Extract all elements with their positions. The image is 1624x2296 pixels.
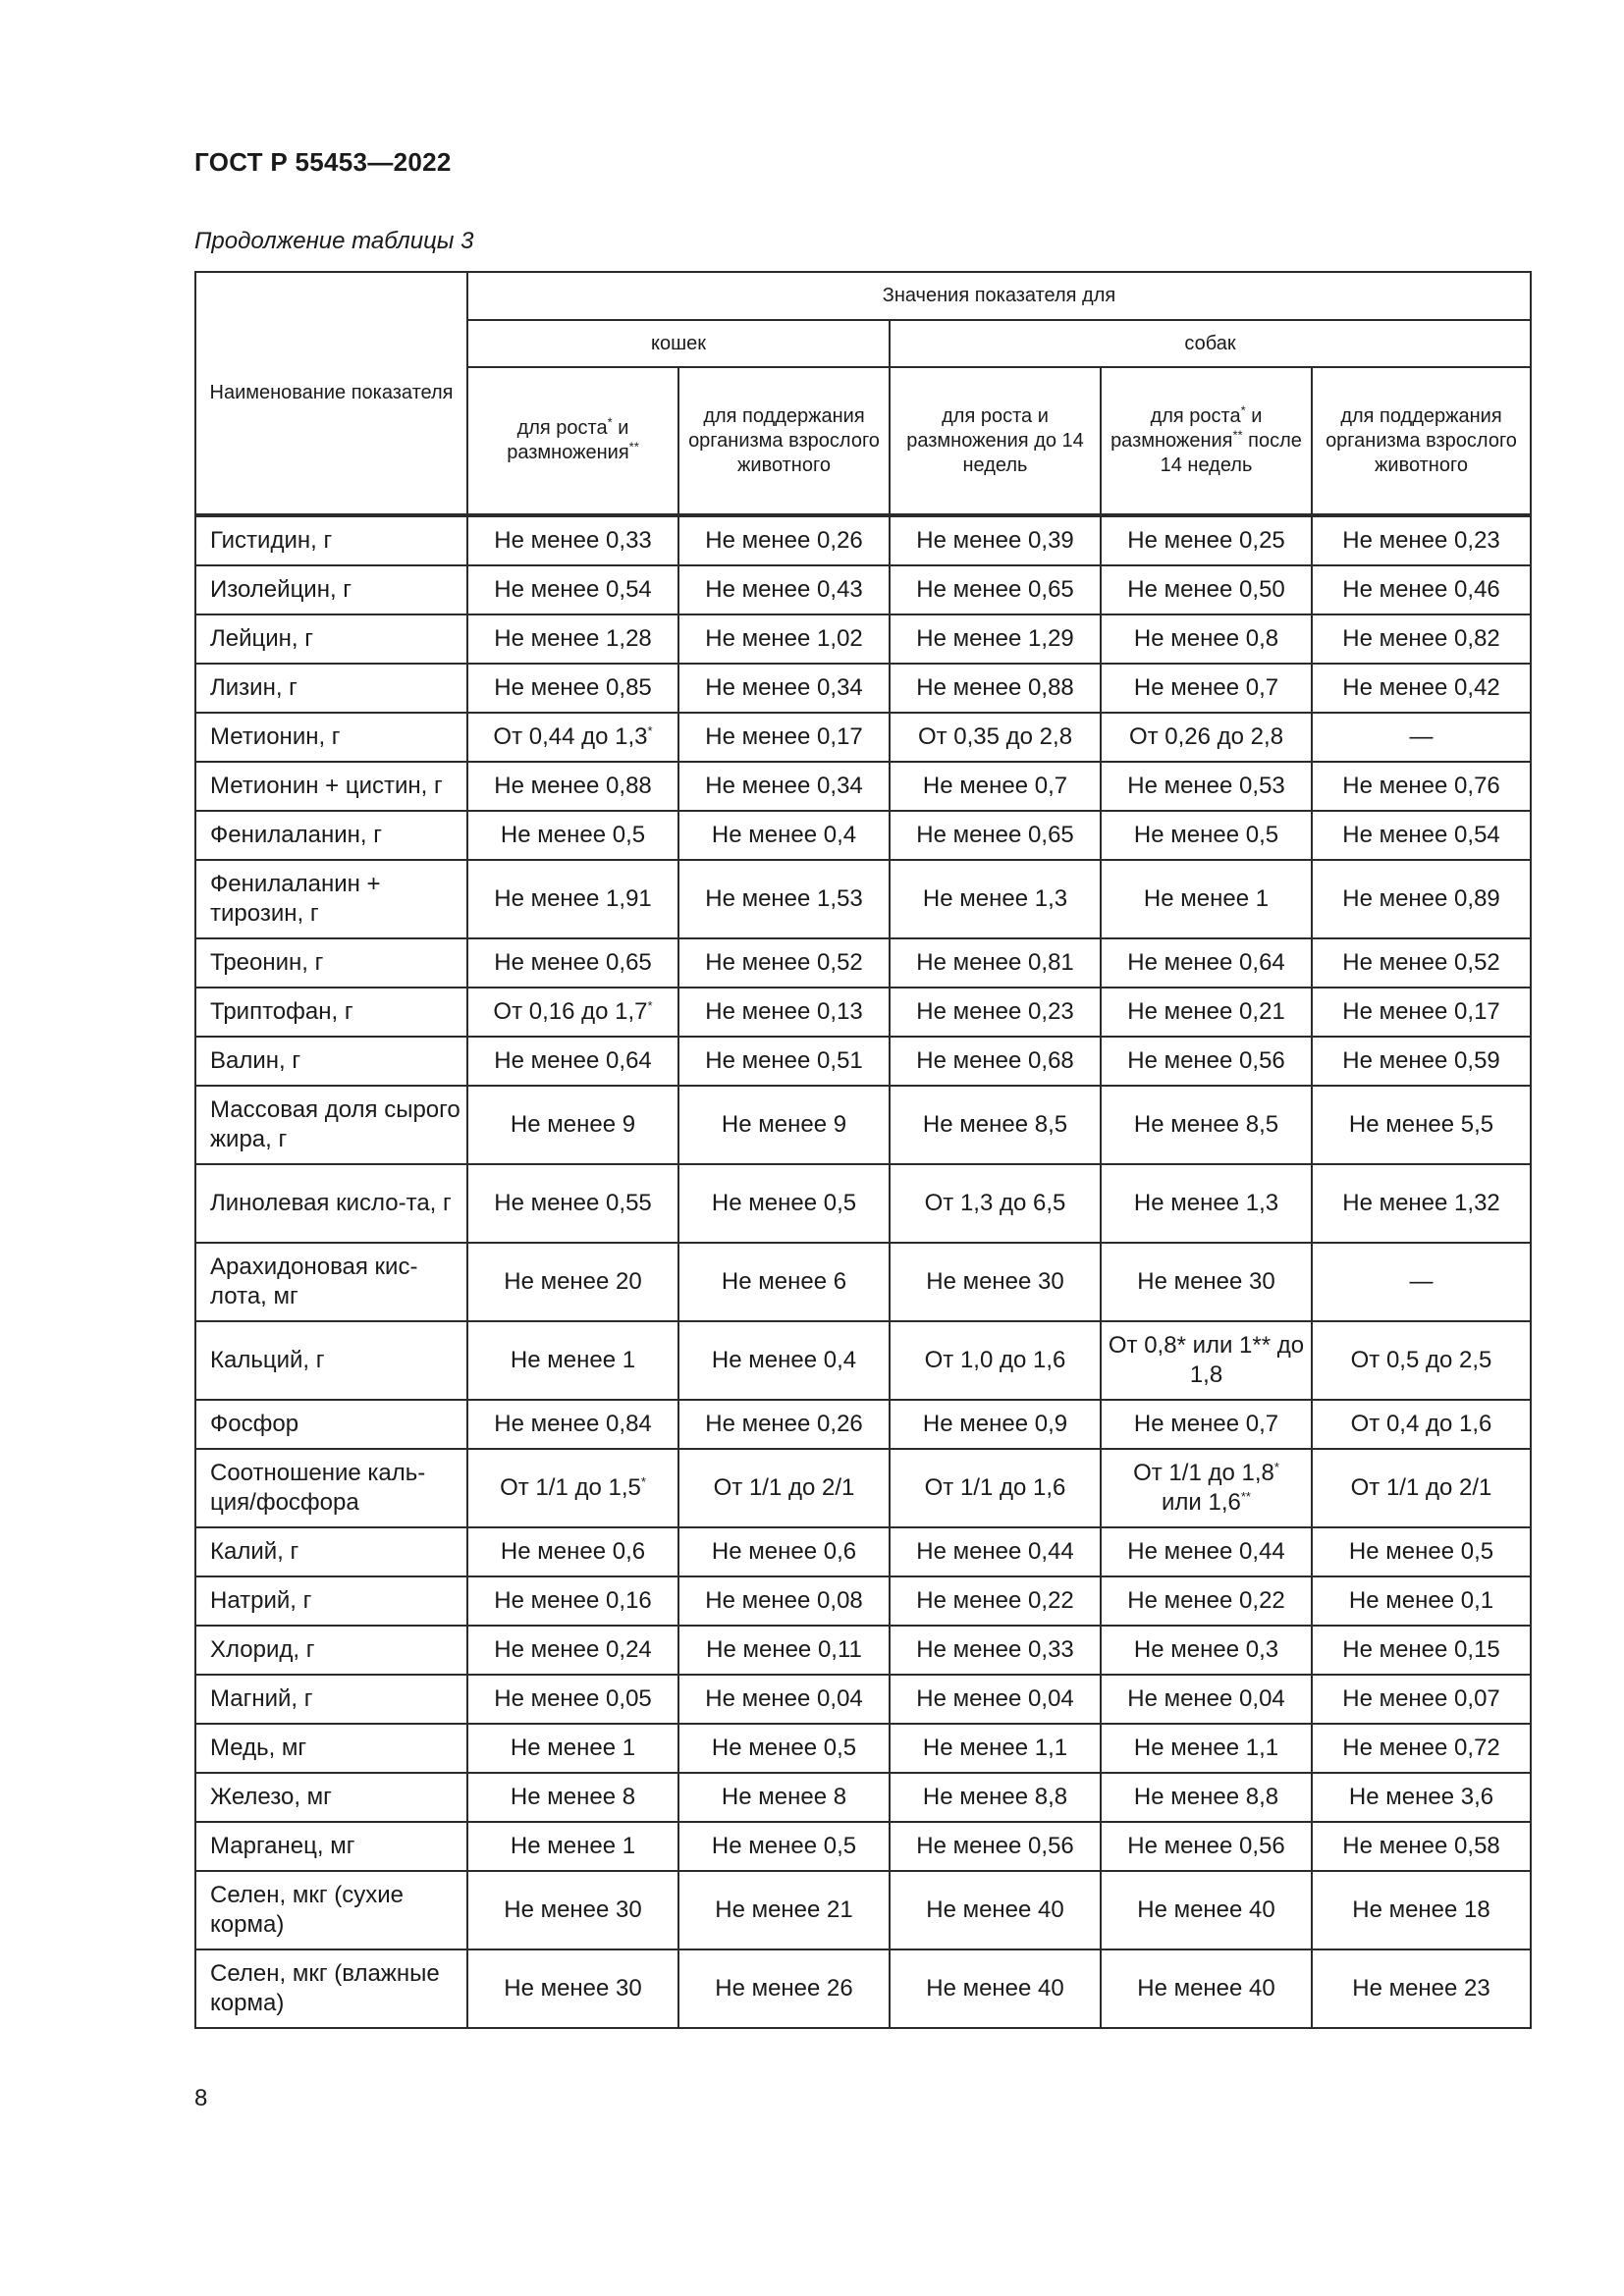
value-cell: Не менее 0,05 <box>467 1675 678 1724</box>
value-cell: Не менее 0,39 <box>890 515 1101 565</box>
value-cell: От 0,35 до 2,8 <box>890 713 1101 762</box>
indicator-name: Линолевая кисло-та, г <box>195 1164 467 1243</box>
table-row <box>195 1164 1531 1243</box>
indicator-name: Метионин, г <box>195 713 467 762</box>
value-cell: От 1/1 до 2/1 <box>678 1449 890 1527</box>
indicator-name: Изолейцин, г <box>195 565 467 614</box>
value-cell: Не менее 0,52 <box>1312 938 1531 988</box>
value-cell: Не менее 18 <box>1312 1871 1531 1949</box>
value-cell: Не менее 0,72 <box>1312 1724 1531 1773</box>
indicator-name: Кальций, г <box>195 1321 467 1400</box>
value-cell: Не менее 8,5 <box>890 1086 1101 1164</box>
indicator-name: Метионин + цистин, г <box>195 762 467 811</box>
value-cell: Не менее 9 <box>467 1086 678 1164</box>
value-cell: Не менее 0,04 <box>678 1675 890 1724</box>
value-cell: Не менее 0,54 <box>1312 811 1531 860</box>
value-cell: Не менее 0,64 <box>467 1037 678 1086</box>
value-cell: Не менее 0,17 <box>678 713 890 762</box>
value-cell: Не менее 0,6 <box>678 1527 890 1576</box>
indicator-name: Фосфор <box>195 1400 467 1449</box>
value-cell: Не менее 0,5 <box>467 811 678 860</box>
value-cell: Не менее 0,25 <box>1101 515 1312 565</box>
value-cell: Не менее 0,44 <box>1101 1527 1312 1576</box>
table-body <box>195 515 1531 2028</box>
value-cell: От 0,44 до 1,3* <box>467 713 678 762</box>
value-cell: Не менее 0,16 <box>467 1576 678 1626</box>
value-cell: — <box>1312 713 1531 762</box>
indicator-name: Железо, мг <box>195 1773 467 1822</box>
indicator-name: Треонин, г <box>195 938 467 988</box>
value-cell: Не менее 1,3 <box>1101 1164 1312 1243</box>
indicator-name: Лейцин, г <box>195 614 467 664</box>
value-cell: Не менее 0,21 <box>1101 988 1312 1037</box>
value-cell: Не менее 0,84 <box>467 1400 678 1449</box>
header-dogs-growth-over-14: для роста* и размножения** после 14 недель <box>1101 367 1312 515</box>
value-cell: От 0,26 до 2,8 <box>1101 713 1312 762</box>
header-indicator-name: Наименование показателя <box>195 272 467 515</box>
indicator-name: Триптофан, г <box>195 988 467 1037</box>
value-cell: Не менее 3,6 <box>1312 1773 1531 1822</box>
value-cell: Не менее 0,82 <box>1312 614 1531 664</box>
value-cell: Не менее 0,56 <box>1101 1037 1312 1086</box>
table-row <box>195 860 1531 938</box>
table-row <box>195 614 1531 664</box>
value-cell: Не менее 0,88 <box>890 664 1101 713</box>
value-cell: Не менее 0,43 <box>678 565 890 614</box>
value-cell: Не менее 0,33 <box>467 515 678 565</box>
value-cell: Не менее 0,7 <box>890 762 1101 811</box>
value-cell: Не менее 0,5 <box>1101 811 1312 860</box>
value-cell: Не менее 1,32 <box>1312 1164 1531 1243</box>
indicator-name: Гистидин, г <box>195 515 467 565</box>
value-cell: Не менее 30 <box>1101 1243 1312 1321</box>
page-number: 8 <box>194 2085 208 2111</box>
value-cell: Не менее 0,88 <box>467 762 678 811</box>
table-row <box>195 1773 1531 1822</box>
indicator-name: Хлорид, г <box>195 1626 467 1675</box>
value-cell: Не менее 30 <box>890 1243 1101 1321</box>
value-cell: Не менее 0,58 <box>1312 1822 1531 1871</box>
value-cell: Не менее 0,33 <box>890 1626 1101 1675</box>
indicator-name: Марганец, мг <box>195 1822 467 1871</box>
indicator-name: Соотношение каль-ция/фосфора <box>195 1449 467 1527</box>
value-cell: Не менее 0,54 <box>467 565 678 614</box>
header-cats-growth: для роста* и размножения** <box>467 367 678 515</box>
value-cell: Не менее 1,91 <box>467 860 678 938</box>
value-cell: Не менее 0,59 <box>1312 1037 1531 1086</box>
table-row <box>195 1400 1531 1449</box>
table-row <box>195 1724 1531 1773</box>
value-cell: Не менее 5,5 <box>1312 1086 1531 1164</box>
value-cell: Не менее 0,22 <box>1101 1576 1312 1626</box>
table-row <box>195 938 1531 988</box>
value-cell: Не менее 0,24 <box>467 1626 678 1675</box>
value-cell: Не менее 0,52 <box>678 938 890 988</box>
value-cell: Не менее 0,89 <box>1312 860 1531 938</box>
header-group-dogs: собак <box>890 320 1531 367</box>
value-cell: Не менее 20 <box>467 1243 678 1321</box>
value-cell: Не менее 1,29 <box>890 614 1101 664</box>
value-cell: От 1,3 до 6,5 <box>890 1164 1101 1243</box>
table-row <box>195 1626 1531 1675</box>
value-cell: От 0,16 до 1,7* <box>467 988 678 1037</box>
value-cell: Не менее 1,02 <box>678 614 890 664</box>
header-cats-maintenance: для поддержания организма взрослого животного <box>678 367 890 515</box>
value-cell: Не менее 0,56 <box>890 1822 1101 1871</box>
value-cell: Не менее 0,9 <box>890 1400 1101 1449</box>
value-cell: Не менее 0,3 <box>1101 1626 1312 1675</box>
value-cell: Не менее 0,34 <box>678 664 890 713</box>
value-cell: Не менее 21 <box>678 1871 890 1949</box>
value-cell: Не менее 0,56 <box>1101 1822 1312 1871</box>
value-cell: От 0,4 до 1,6 <box>1312 1400 1531 1449</box>
table-row <box>195 1675 1531 1724</box>
value-cell: Не менее 0,42 <box>1312 664 1531 713</box>
value-cell: Не менее 0,65 <box>890 565 1101 614</box>
table-row <box>195 1871 1531 1949</box>
value-cell: Не менее 0,08 <box>678 1576 890 1626</box>
table-row <box>195 664 1531 713</box>
indicator-name: Лизин, г <box>195 664 467 713</box>
value-cell: Не менее 26 <box>678 1949 890 2028</box>
value-cell: Не менее 0,07 <box>1312 1675 1531 1724</box>
value-cell: От 0,8* или 1** до 1,8 <box>1101 1321 1312 1400</box>
value-cell: Не менее 0,65 <box>467 938 678 988</box>
table-row <box>195 811 1531 860</box>
value-cell: Не менее 0,5 <box>678 1822 890 1871</box>
value-cell: Не менее 9 <box>678 1086 890 1164</box>
value-cell: Не менее 0,46 <box>1312 565 1531 614</box>
indicator-name: Фенилаланин + тирозин, г <box>195 860 467 938</box>
value-cell: Не менее 0,51 <box>678 1037 890 1086</box>
table-row <box>195 1243 1531 1321</box>
table-row <box>195 1086 1531 1164</box>
table-row <box>195 1321 1531 1400</box>
value-cell: От 1/1 до 1,6 <box>890 1449 1101 1527</box>
indicator-name: Магний, г <box>195 1675 467 1724</box>
value-cell: Не менее 30 <box>467 1949 678 2028</box>
value-cell: Не менее 0,5 <box>678 1724 890 1773</box>
value-cell: Не менее 8 <box>467 1773 678 1822</box>
value-cell: Не менее 8,8 <box>890 1773 1101 1822</box>
value-cell: Не менее 0,64 <box>1101 938 1312 988</box>
value-cell: Не менее 0,7 <box>1101 1400 1312 1449</box>
value-cell: Не менее 8 <box>678 1773 890 1822</box>
indicator-name: Фенилаланин, г <box>195 811 467 860</box>
table-row <box>195 762 1531 811</box>
indicator-name: Массовая доля сырого жира, г <box>195 1086 467 1164</box>
indicator-name: Медь, мг <box>195 1724 467 1773</box>
value-cell: Не менее 40 <box>890 1871 1101 1949</box>
value-cell: Не менее 1 <box>467 1822 678 1871</box>
value-cell: Не менее 0,8 <box>1101 614 1312 664</box>
value-cell: Не менее 0,6 <box>467 1527 678 1576</box>
value-cell: Не менее 30 <box>467 1871 678 1949</box>
table-row <box>195 1576 1531 1626</box>
document-code: ГОСТ Р 55453—2022 <box>194 147 452 177</box>
value-cell: Не менее 0,23 <box>1312 515 1531 565</box>
value-cell: Не менее 0,13 <box>678 988 890 1037</box>
value-cell: Не менее 0,81 <box>890 938 1101 988</box>
value-cell: Не менее 1 <box>467 1724 678 1773</box>
table-caption: Продолжение таблицы 3 <box>194 228 474 254</box>
value-cell: Не менее 0,4 <box>678 811 890 860</box>
value-cell: Не менее 0,22 <box>890 1576 1101 1626</box>
table-row <box>195 565 1531 614</box>
value-cell: Не менее 0,04 <box>1101 1675 1312 1724</box>
value-cell: Не менее 0,11 <box>678 1626 890 1675</box>
value-cell: Не менее 0,17 <box>1312 988 1531 1037</box>
header-dogs-growth-under-14: для роста и размножения до 14 недель <box>890 367 1101 515</box>
value-cell: Не менее 1,53 <box>678 860 890 938</box>
value-cell: Не менее 0,7 <box>1101 664 1312 713</box>
value-cell: Не менее 1,3 <box>890 860 1101 938</box>
value-cell: Не менее 0,50 <box>1101 565 1312 614</box>
indicator-name: Натрий, г <box>195 1576 467 1626</box>
value-cell: Не менее 0,44 <box>890 1527 1101 1576</box>
value-cell: Не менее 40 <box>890 1949 1101 2028</box>
indicator-name: Селен, мкг (влажные корма) <box>195 1949 467 2028</box>
indicator-name: Селен, мкг (сухие корма) <box>195 1871 467 1949</box>
table-row <box>195 1527 1531 1576</box>
value-cell: От 1/1 до 2/1 <box>1312 1449 1531 1527</box>
table-row <box>195 713 1531 762</box>
table-row <box>195 1449 1531 1527</box>
value-cell: Не менее 0,55 <box>467 1164 678 1243</box>
table-row <box>195 1822 1531 1871</box>
value-cell: — <box>1312 1243 1531 1321</box>
value-cell: Не менее 0,68 <box>890 1037 1101 1086</box>
value-cell: От 0,5 до 2,5 <box>1312 1321 1531 1400</box>
value-cell: Не менее 0,5 <box>1312 1527 1531 1576</box>
value-cell: Не менее 1 <box>467 1321 678 1400</box>
value-cell: Не менее 1,1 <box>1101 1724 1312 1773</box>
value-cell: Не менее 0,5 <box>678 1164 890 1243</box>
value-cell: Не менее 0,1 <box>1312 1576 1531 1626</box>
value-cell: Не менее 1 <box>1101 860 1312 938</box>
value-cell: Не менее 0,4 <box>678 1321 890 1400</box>
header-group-cats: кошек <box>467 320 890 367</box>
value-cell: Не менее 8,8 <box>1101 1773 1312 1822</box>
table-row <box>195 1949 1531 2028</box>
value-cell: Не менее 8,5 <box>1101 1086 1312 1164</box>
value-cell: Не менее 6 <box>678 1243 890 1321</box>
value-cell: От 1/1 до 1,5* <box>467 1449 678 1527</box>
table-row <box>195 515 1531 565</box>
value-cell: Не менее 0,34 <box>678 762 890 811</box>
value-cell: Не менее 0,53 <box>1101 762 1312 811</box>
value-cell: От 1,0 до 1,6 <box>890 1321 1101 1400</box>
indicator-name: Калий, г <box>195 1527 467 1576</box>
value-cell: Не менее 0,26 <box>678 515 890 565</box>
value-cell: Не менее 40 <box>1101 1949 1312 2028</box>
table-row <box>195 1037 1531 1086</box>
value-cell: Не менее 23 <box>1312 1949 1531 2028</box>
value-cell: Не менее 0,23 <box>890 988 1101 1037</box>
indicator-name: Валин, г <box>195 1037 467 1086</box>
nutrient-table <box>194 271 1532 2029</box>
header-dogs-maintenance: для поддержания организма взрослого животного <box>1312 367 1531 515</box>
table-row <box>195 988 1531 1037</box>
header-values-for: Значения показателя для <box>467 272 1531 320</box>
value-cell: Не менее 0,15 <box>1312 1626 1531 1675</box>
indicator-name: Арахидоновая кис-лота, мг <box>195 1243 467 1321</box>
value-cell: От 1/1 до 1,8* или 1,6** <box>1101 1449 1312 1527</box>
value-cell: Не менее 1,1 <box>890 1724 1101 1773</box>
value-cell: Не менее 1,28 <box>467 614 678 664</box>
value-cell: Не менее 0,76 <box>1312 762 1531 811</box>
value-cell: Не менее 0,85 <box>467 664 678 713</box>
value-cell: Не менее 0,65 <box>890 811 1101 860</box>
value-cell: Не менее 40 <box>1101 1871 1312 1949</box>
value-cell: Не менее 0,04 <box>890 1675 1101 1724</box>
value-cell: Не менее 0,26 <box>678 1400 890 1449</box>
